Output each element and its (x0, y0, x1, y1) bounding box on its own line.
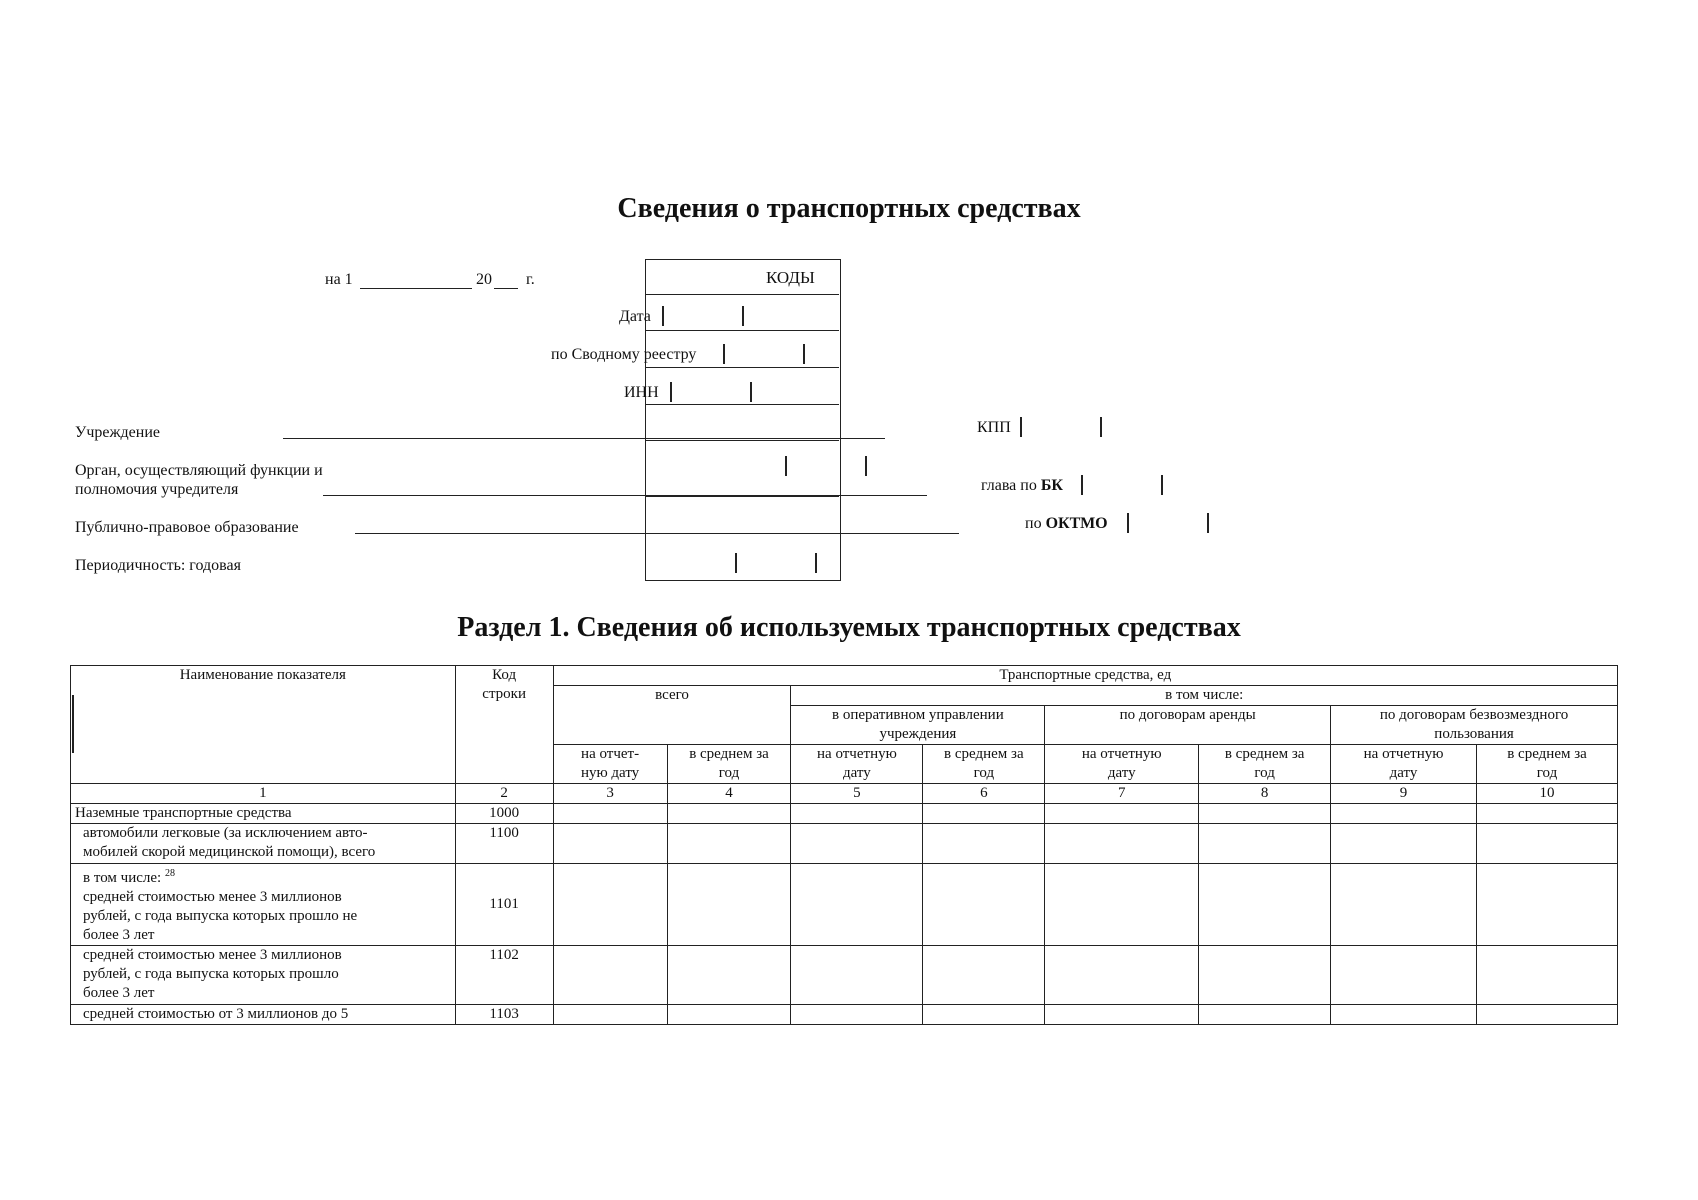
header-code-line1: Код (492, 667, 517, 683)
data-cell[interactable] (1045, 824, 1199, 864)
table-row (71, 946, 1618, 1005)
row-name (71, 864, 456, 946)
row-code: 1103 (455, 1005, 553, 1025)
registry-code-field[interactable] (723, 344, 805, 364)
organ-input-line[interactable] (323, 495, 927, 496)
data-cell[interactable] (1477, 946, 1618, 1005)
subheader-col4 (667, 745, 791, 784)
date-code-field[interactable] (662, 306, 744, 326)
table-row (71, 804, 1618, 824)
data-cell[interactable] (1331, 804, 1477, 824)
data-cell[interactable] (1477, 1005, 1618, 1025)
subheader-col9-line1: на отчетную (1363, 746, 1444, 762)
data-cell[interactable] (791, 804, 923, 824)
data-cell[interactable] (1199, 946, 1331, 1005)
col-number: 10 (1477, 784, 1618, 804)
date-suffix: г. (526, 271, 535, 288)
data-cell[interactable] (1331, 946, 1477, 1005)
oktmo-code-field[interactable] (1127, 513, 1209, 533)
data-cell[interactable] (791, 824, 923, 864)
inn-code-field[interactable] (670, 382, 752, 402)
codes-divider-4 (645, 404, 839, 405)
codes-label: КОДЫ (766, 268, 815, 287)
subheader-col9-line2: дату (1389, 765, 1418, 781)
column-numbers-row (71, 784, 1618, 804)
data-cell[interactable] (553, 804, 667, 824)
header-including: в том числе: (791, 686, 1618, 706)
header-total: всего (553, 686, 791, 745)
date-year-prefix: 20 (476, 271, 492, 288)
row-including-text: в том числе: (83, 870, 162, 886)
subheader-col3 (553, 745, 667, 784)
header-operational (791, 706, 1045, 745)
data-cell[interactable] (923, 804, 1045, 824)
vehicles-table (70, 665, 1618, 1025)
col-number: 7 (1045, 784, 1199, 804)
subheader-col5-line1: на отчетную (817, 746, 897, 762)
data-cell[interactable] (1477, 804, 1618, 824)
data-cell[interactable] (923, 1005, 1045, 1025)
data-cell[interactable] (553, 1005, 667, 1025)
data-cell[interactable] (1199, 804, 1331, 824)
label-oktmo (1025, 515, 1108, 533)
row-name-line2: мобилей скорой медицинской помощи), всего (83, 844, 376, 860)
data-cell[interactable] (1199, 1005, 1331, 1025)
col-number: 1 (71, 784, 456, 804)
label-date: Дата (619, 308, 651, 325)
row-name (71, 946, 456, 1005)
label-chapter-bk (981, 477, 1063, 495)
data-cell[interactable] (923, 864, 1045, 946)
date-year-blank[interactable] (494, 288, 518, 289)
organ-code-field[interactable] (785, 456, 867, 476)
col-number: 2 (455, 784, 553, 804)
row-name-line1: автомобили легковые (за исключением авто- (83, 825, 368, 841)
label-inn: ИНН (624, 384, 659, 401)
subheader-col7-line1: на отчетную (1081, 746, 1162, 762)
row-code: 1100 (455, 824, 553, 864)
col-number: 8 (1199, 784, 1331, 804)
data-cell[interactable] (1331, 824, 1477, 864)
subheader-col8-line2: год (1254, 765, 1275, 781)
subheader-col10 (1477, 745, 1618, 784)
data-cell[interactable] (1045, 804, 1199, 824)
row-name-line1: средней стоимостью менее 3 миллионов (83, 947, 342, 963)
row-name-line1: средней стоимостью менее 3 миллионов (83, 889, 342, 905)
data-cell[interactable] (667, 804, 791, 824)
document-title: Сведения о транспортных средствах (617, 193, 1081, 224)
codes-divider-2 (645, 330, 839, 331)
data-cell[interactable] (791, 1005, 923, 1025)
chapter-bk-prefix: глава по (981, 477, 1037, 494)
data-cell[interactable] (1477, 824, 1618, 864)
label-organ-line1: Орган, осуществляющий функции и (75, 462, 323, 479)
subheader-col6-line1: в среднем за (944, 746, 1024, 762)
row-name: средней стоимостью от 3 миллионов до 5 (71, 1005, 456, 1025)
public-entity-input-line[interactable] (355, 533, 959, 534)
col-number: 9 (1331, 784, 1477, 804)
chapter-bk-bold: БК (1040, 477, 1064, 494)
oktmo-bold: ОКТМО (1045, 515, 1108, 532)
subheader-col3-line1: на отчет- (581, 746, 640, 762)
label-registry: по Сводному реестру (551, 346, 697, 363)
row-code: 1000 (455, 804, 553, 824)
subheader-col5 (791, 745, 923, 784)
data-cell[interactable] (553, 864, 667, 946)
data-cell[interactable] (791, 946, 923, 1005)
subheader-col3-line2: ную дату (580, 765, 640, 781)
data-cell[interactable] (923, 946, 1045, 1005)
row-name-line3: более 3 лет (83, 927, 155, 943)
header-free-use (1331, 706, 1618, 745)
label-kpp: КПП (977, 419, 1011, 436)
label-periodicity: Периодичность: годовая (75, 557, 241, 574)
subheader-col10-line2: год (1536, 765, 1558, 781)
codes-divider-1 (645, 294, 839, 295)
col-number: 6 (923, 784, 1045, 804)
label-public-entity: Публично-правовое образование (75, 519, 299, 536)
header-vehicles: Транспортные средства, ед (553, 666, 1617, 686)
subheader-col8 (1199, 745, 1331, 784)
row-name-line2: рублей, с года выпуска которых прошло не (83, 908, 358, 924)
subheader-col7-line2: дату (1107, 765, 1136, 781)
label-institution: Учреждение (75, 424, 160, 441)
scan-margin-mark (72, 695, 74, 753)
row-name-line3: более 3 лет (83, 985, 155, 1001)
data-cell[interactable] (1199, 824, 1331, 864)
col-number: 4 (667, 784, 791, 804)
data-cell[interactable] (1045, 946, 1199, 1005)
header-code (455, 666, 553, 784)
codes-divider-3 (645, 367, 839, 368)
row-code: 1102 (455, 946, 553, 1005)
row-including (83, 864, 451, 888)
subheader-col5-line2: дату (843, 765, 871, 781)
section-title: Раздел 1. Сведения об используемых транспортных средствах (457, 612, 1241, 643)
header-operational-line1: в оперативном управлении (832, 707, 1004, 723)
subheader-col8-line1: в среднем за (1224, 746, 1305, 762)
label-organ-line2: полномочия учредителя (75, 481, 239, 498)
data-cell[interactable] (667, 946, 791, 1005)
subheader-col4-line1: в среднем за (689, 746, 769, 762)
data-cell[interactable] (1199, 864, 1331, 946)
date-prefix: на 1 (325, 271, 353, 288)
data-cell[interactable] (1331, 864, 1477, 946)
data-cell[interactable] (1331, 1005, 1477, 1025)
data-cell[interactable] (553, 946, 667, 1005)
codes-divider-6 (645, 496, 839, 497)
kpp-code-field[interactable] (1020, 417, 1102, 437)
header-operational-line2: учреждения (879, 726, 957, 742)
table-row (71, 864, 1618, 946)
institution-input-line[interactable] (283, 438, 885, 439)
subheader-col7 (1045, 745, 1199, 784)
header-code-line2: строки (482, 686, 526, 702)
subheader-col9 (1331, 745, 1477, 784)
data-cell[interactable] (923, 824, 1045, 864)
col-number: 5 (791, 784, 923, 804)
data-cell[interactable] (1045, 864, 1199, 946)
table-row (71, 824, 1618, 864)
data-cell[interactable] (791, 864, 923, 946)
header-free-use-line2: пользования (1434, 726, 1514, 742)
row-name-line2: рублей, с года выпуска которых прошло (83, 966, 339, 982)
subheader-col4-line2: год (718, 765, 740, 781)
row-name (71, 824, 456, 864)
data-cell[interactable] (667, 824, 791, 864)
data-cell[interactable] (1045, 1005, 1199, 1025)
chapter-bk-code-field[interactable] (1081, 475, 1163, 495)
data-cell[interactable] (553, 824, 667, 864)
col-number: 3 (553, 784, 667, 804)
codes-divider-5 (645, 440, 839, 441)
periodicity-code-field[interactable] (735, 553, 817, 573)
header-name: Наименование показателя (71, 666, 456, 784)
oktmo-prefix: по (1025, 515, 1042, 532)
subheader-col6 (923, 745, 1045, 784)
data-cell[interactable] (667, 1005, 791, 1025)
data-cell[interactable] (1477, 864, 1618, 946)
header-lease: по договорам аренды (1045, 706, 1331, 745)
header-free-use-line1: по договорам безвозмездного (1379, 707, 1569, 723)
subheader-col6-line2: год (973, 765, 995, 781)
date-day-blank[interactable] (360, 288, 472, 289)
table-row (71, 1005, 1618, 1025)
data-cell[interactable] (667, 864, 791, 946)
row-code: 1101 (455, 864, 553, 946)
subheader-col10-line1: в среднем за (1507, 746, 1587, 762)
row-name: Наземные транспортные средства (71, 804, 456, 824)
footnote-marker: 28 (164, 868, 175, 879)
